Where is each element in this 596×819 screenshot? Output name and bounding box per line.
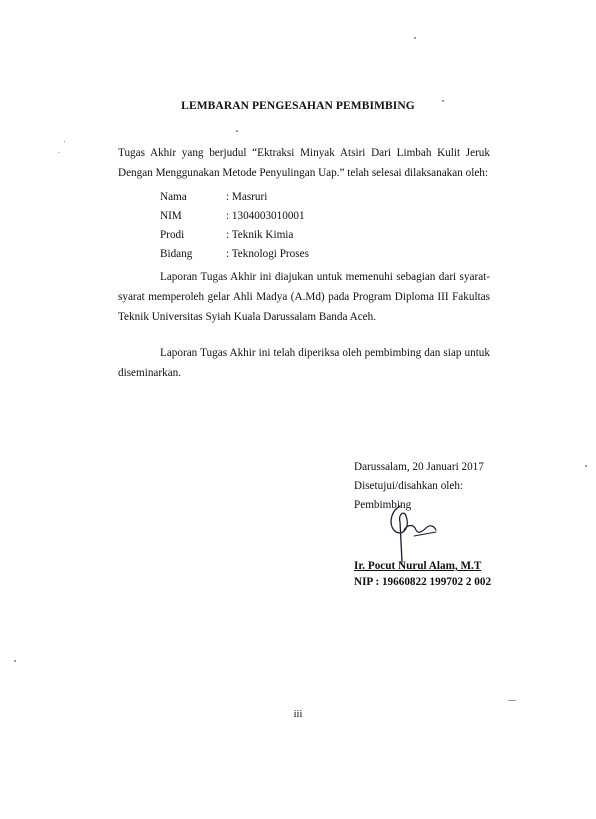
intro-paragraph [118, 143, 490, 183]
signer-role: Pembimbing [354, 499, 412, 511]
paragraph-line: Teknik Universitas Syiah Kuala Darussalam Banda Aceh. [118, 311, 377, 323]
info-label: NIM [160, 210, 182, 222]
info-label: Prodi [160, 229, 185, 241]
paragraph-submission [118, 267, 490, 327]
paragraph-line: Laporan Tugas Akhir ini diajukan untuk memenuhi sebagian dari syarat- [160, 271, 490, 283]
scan-speck [442, 100, 444, 102]
student-info [160, 188, 309, 264]
intro-line-1: Tugas Akhir yang berjudul “Ektraksi Minyak Atsiri Dari Limbah Kulit Jeruk [118, 147, 490, 159]
info-label: Bidang [160, 248, 193, 260]
info-value: : Teknologi Proses [226, 248, 309, 260]
info-label: Nama [160, 191, 187, 203]
signer-name: Ir. Pocut Nurul Alam, M.T [354, 560, 482, 572]
handwritten-signature [378, 502, 438, 564]
info-value: : 1304003010001 [226, 210, 305, 222]
scan-speck [508, 700, 516, 701]
info-value: : Teknik Kimia [226, 229, 294, 241]
scan-speck [14, 660, 16, 662]
info-row-prodi [160, 226, 309, 245]
approval-text: Disetujui/disahkan oleh: [354, 480, 464, 492]
info-row-nim [160, 207, 309, 226]
paragraph-review [118, 343, 490, 383]
info-value: : Masruri [226, 191, 268, 203]
place-date: Darussalam, 20 Januari 2017 [354, 461, 484, 473]
scan-speck [236, 130, 238, 132]
page-title: LEMBARAN PENGESAHAN PEMBIMBING [181, 100, 415, 112]
info-row-bidang [160, 245, 309, 264]
scan-speck [414, 37, 416, 39]
paragraph-line: diseminarkan. [118, 367, 182, 379]
info-row-nama [160, 188, 309, 207]
scan-speck [585, 465, 587, 467]
scan-speck [64, 140, 65, 143]
signer-nip: NIP : 19660822 199702 2 002 [354, 576, 492, 588]
scan-speck [58, 152, 60, 153]
paragraph-line: Laporan Tugas Akhir ini telah diperiksa oleh pembimbing dan siap untuk [160, 347, 490, 359]
page-number: iii [293, 709, 303, 720]
intro-line-2: Dengan Menggunakan Metode Penyulingan Uap.” telah selesai dilaksanakan oleh: [118, 167, 489, 179]
paragraph-line: syarat memperoleh gelar Ahli Madya (A.Md) pada Program Diploma III Fakultas [118, 291, 490, 303]
